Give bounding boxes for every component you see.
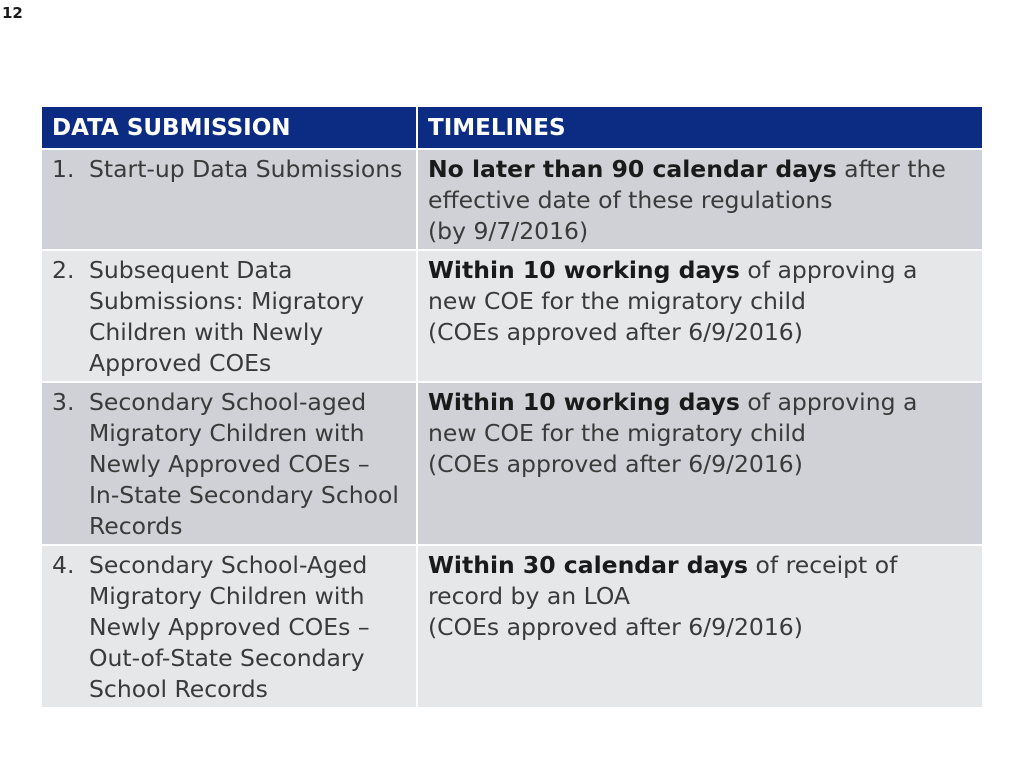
timeline-note: (COEs approved after 6/9/2016) xyxy=(428,613,803,641)
item-number: 3. xyxy=(52,388,75,416)
timeline-text: of approving a new COE for the migratory child xyxy=(428,388,918,447)
timeline-emphasis: Within 10 working days xyxy=(428,388,740,416)
timeline-cell xyxy=(417,250,982,382)
item-number: 4. xyxy=(52,551,75,579)
submission-cell xyxy=(42,149,417,250)
submission-text: Start-up Data Submissions xyxy=(89,155,403,183)
submission-text: Secondary School-aged Migratory Children with Newly Approved COEs – In-State Secondary School Records xyxy=(89,388,399,540)
timeline-emphasis: No later than 90 calendar days xyxy=(428,155,837,183)
timeline-text: of approving a new COE for the migratory child xyxy=(428,256,918,315)
submission-cell xyxy=(42,545,417,707)
timeline-emphasis: Within 10 working days xyxy=(428,256,740,284)
timeline-cell xyxy=(417,545,982,707)
item-number: 2. xyxy=(52,256,75,284)
table-row xyxy=(42,250,982,382)
timeline-emphasis: Within 30 calendar days xyxy=(428,551,749,579)
item-number: 1. xyxy=(52,155,75,183)
timeline-cell xyxy=(417,382,982,545)
submission-cell xyxy=(42,250,417,382)
header-timelines: TIMELINES xyxy=(417,107,982,149)
table-header-row xyxy=(42,107,982,149)
submission-cell xyxy=(42,382,417,545)
timeline-note: (COEs approved after 6/9/2016) xyxy=(428,318,803,346)
table-row xyxy=(42,382,982,545)
timeline-cell xyxy=(417,149,982,250)
timeline-text: after the effective date of these regulations xyxy=(428,155,946,214)
submission-text: Subsequent Data Submissions: Migratory Children with Newly Approved COEs xyxy=(89,256,365,377)
header-data-submission: DATA SUBMISSION xyxy=(42,107,417,149)
slide-number: 12 xyxy=(2,4,23,22)
timeline-text: of receipt of record by an LOA xyxy=(428,551,898,610)
submission-text: Secondary School-Aged Migratory Children with Newly Approved COEs – Out-of-State Secondary School Records xyxy=(89,551,370,703)
timeline-note: (COEs approved after 6/9/2016) xyxy=(428,450,803,478)
table-row xyxy=(42,545,982,707)
table-row xyxy=(42,149,982,250)
timeline-table xyxy=(42,107,982,707)
timeline-note: (by 9/7/2016) xyxy=(428,217,589,245)
